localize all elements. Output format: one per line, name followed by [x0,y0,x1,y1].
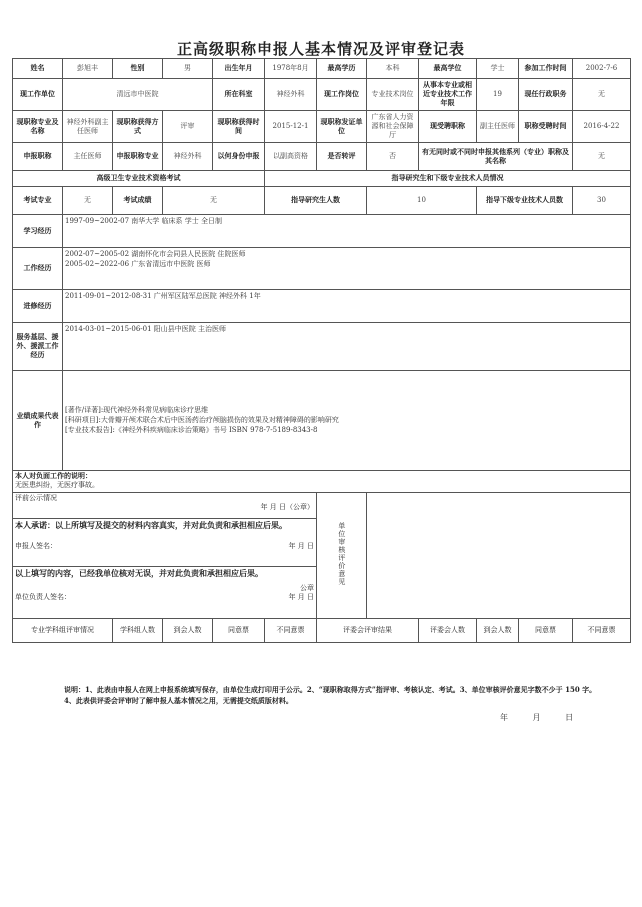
label-position: 现工作岗位 [317,79,367,111]
label-committee: 评委会评审结果 [317,619,419,643]
unit-leader-sign-label: 单位负责人签名： [15,592,71,601]
value-grad-count: 10 [367,187,477,215]
study-history [63,215,631,248]
label-obtain-method: 现职称获得方式 [113,111,163,143]
promise-text: 本人承诺：以上所填写及提交的材料内容真实，并对此负责和承担相应后果。 [15,520,287,530]
value-other-apply: 无 [573,143,631,171]
value-position: 专业技术岗位 [367,79,419,111]
label-birth: 出生年月 [213,59,265,79]
label-agree2: 同意票 [519,619,573,643]
unit-review-label-cell [317,493,367,619]
publicity-cell [13,493,317,519]
unit-verify-text: 以上填写的内容，已经我单位核对无误，并对此负责和承担相应后果。 [15,568,263,578]
work-entry: 2005-02~2022-06 广东省清远市中医院 医师 [65,259,211,268]
label-work: 工作经历 [13,248,63,290]
value-identity: 以副高资格 [265,143,317,171]
label-exam-major: 考试专业 [13,187,63,215]
value-unit: 清远市中医院 [63,79,213,111]
registration-form [12,58,631,643]
label-hired-time: 职称受聘时间 [519,111,573,143]
bottom-date: 年 月 日 [500,713,574,722]
value-work-start: 2002-7-6 [573,59,631,79]
negative-work-label: 本人对负面工作的说明： [15,471,92,480]
label-disagree2: 不同意票 [573,619,631,643]
value-name: 彭旭丰 [63,59,113,79]
value-obtain-time: 2015-12-1 [265,111,317,143]
label-issuer: 现职称发证单位 [317,111,367,143]
unit-seal-label: 公章 [300,584,314,592]
label-other-apply: 有无同时或不同时申报其他系列（专业）职称及其名称 [419,143,573,171]
applicant-sign-date: 年 月 日 [288,542,314,550]
label-identity: 以何身份申报 [213,143,265,171]
value-gender: 男 [163,59,213,79]
label-attendance: 到会人数 [163,619,213,643]
value-apply-title: 主任医师 [63,143,113,171]
label-exam-score: 考试成绩 [113,187,163,215]
value-hired-time: 2016-4-22 [573,111,631,143]
label-cur-title: 现职称专业及名称 [13,111,63,143]
work-history [63,248,631,290]
value-birth: 1978年8月 [265,59,317,79]
label-study: 学习经历 [13,215,63,248]
value-apply-major: 神经外科 [163,143,213,171]
service-history [63,323,631,371]
unit-review-label: 单位审核评价意见 [337,522,346,587]
service-entry: 2014-03-01~2015-06-01 阳山县中医院 主治医师 [65,325,227,333]
label-committee-members: 评委会人数 [419,619,477,643]
label-years: 从事本专业或相近专业技术工作年限 [419,79,477,111]
label-expert-group: 专业学科组评审情况 [13,619,113,643]
value-degree: 学士 [477,59,519,79]
label-group-members: 学科组人数 [113,619,163,643]
promise-cell [13,519,317,567]
unit-review-content [367,493,631,619]
value-issuer: 广东省人力资源和社会保障厅 [367,111,419,143]
achievement-entry: [著作/译著]:现代神经外科常见病临床诊疗思维 [65,406,209,415]
applicant-sign-label: 申报人签名： [15,542,57,550]
value-exam-major: 无 [63,187,113,215]
training-history [63,290,631,323]
label-admin: 现任行政职务 [519,79,573,111]
achievement-entry: [科研项目]:大骨瓣开颅术联合术后中医汤药治疗颅脑损伤的效果及对精神障碍的影响研究 [65,416,339,425]
publicity-date: 年 月 日（公章） [260,502,314,511]
label-training: 进修经历 [13,290,63,323]
label-service: 服务基层、援外、援派工作经历 [13,323,63,371]
label-apply-title: 申报职称 [13,143,63,171]
negative-work-section [13,471,631,493]
negative-work-value: 无医患纠纷，无医疗事故。 [15,480,99,489]
label-name: 姓名 [13,59,63,79]
publicity-label: 评前公示情况 [15,494,57,502]
unit-verify-cell [13,567,317,619]
exam-section-header: 高级卫生专业技术资格考试 [13,171,265,187]
value-obtain-method: 评审 [163,111,213,143]
form-note: 说明：1、此表由申报人在网上申报系统填写保存，由单位生成打印用于公示。2、“现职称取得方式”指评审、考核认定、考试。3、单位审核评价意见字数不少于 150 字。4、此表供评委会评审时了解申报人基本情况之用，无需提交纸质版材料。 [64,685,597,705]
label-grad-count: 指导研究生人数 [265,187,367,215]
label-hired-title: 现受聘职称 [419,111,477,143]
value-hired-title: 副主任医师 [477,111,519,143]
label-work-start: 参加工作时间 [519,59,573,79]
work-entry: 2002-07~2005-02 湖南怀化市会同县人民医院 住院医师 [65,250,246,258]
value-exam-score: 无 [163,187,265,215]
label-obtain-time: 现职称获得时间 [213,111,265,143]
label-achievements: 业绩成果代表作 [13,371,63,471]
unit-verify-date: 年 月 日 [288,592,314,601]
value-edu: 本科 [367,59,419,79]
label-transfer: 是否转评 [317,143,367,171]
label-edu: 最高学历 [317,59,367,79]
study-entry: 1997-09~2002-07 南华大学 临床系 学士 全日制 [65,217,222,225]
achievements-list [63,371,631,471]
value-years: 19 [477,79,519,111]
label-dept: 所在科室 [213,79,265,111]
label-junior-count: 指导下级专业技术人员数 [477,187,573,215]
form-title: 正高级职称申报人基本情况及评审登记表 [176,40,465,58]
label-gender: 性别 [113,59,163,79]
label-agree: 同意票 [213,619,265,643]
value-transfer: 否 [367,143,419,171]
achievement-entry: [专业技术报告]:《神经外科疾病临床诊治策略》书号 ISBN 978-7-5189-8343-8 [65,425,318,434]
label-unit: 现工作单位 [13,79,63,111]
label-apply-major: 申报职称专业 [113,143,163,171]
value-junior-count: 30 [573,187,631,215]
label-attendance2: 到会人数 [477,619,519,643]
value-cur-title: 神经外科副主任医师 [63,111,113,143]
guide-section-header: 指导研究生和下级专业技术人员情况 [265,171,631,187]
training-entry: 2011-09-01~2012-08-31 广州军区陆军总医院 神经外科 1年 [65,292,261,300]
label-disagree: 不同意票 [265,619,317,643]
value-dept: 神经外科 [265,79,317,111]
value-admin: 无 [573,79,631,111]
label-degree: 最高学位 [419,59,477,79]
